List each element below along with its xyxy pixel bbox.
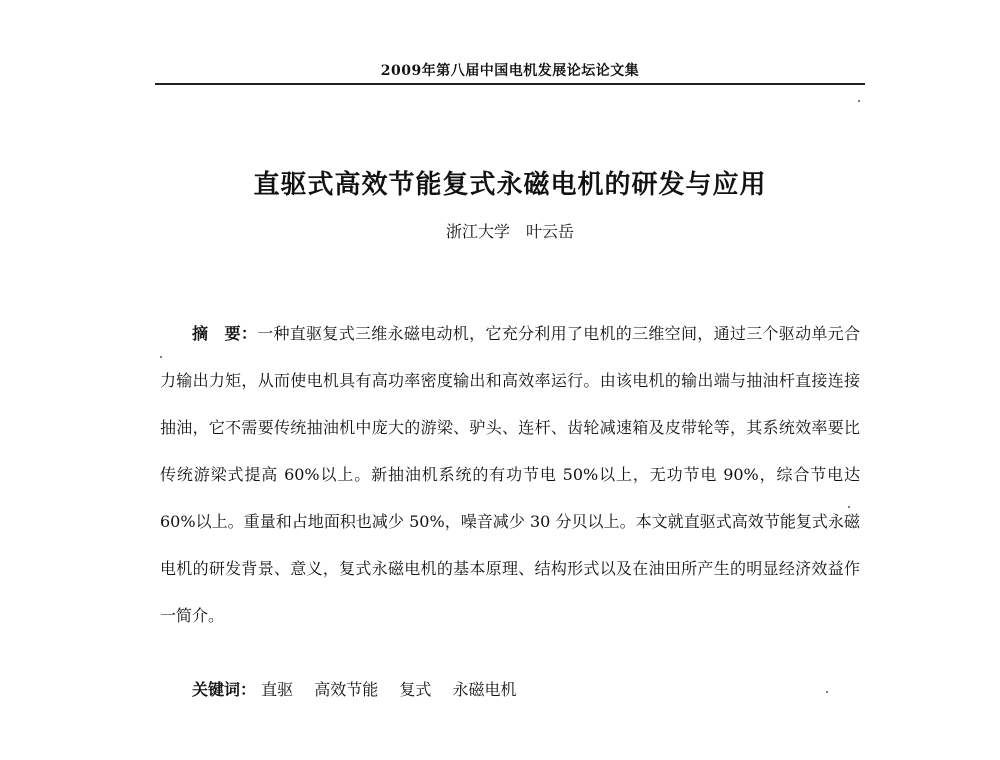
scan-speck: [826, 691, 828, 693]
keywords-label: 关键词：: [192, 680, 257, 699]
scan-speck: [858, 100, 860, 102]
abstract-paragraph: [160, 310, 860, 639]
paper-title: 直驱式高效节能复式永磁电机的研发与应用: [253, 170, 767, 200]
keywords-line: [192, 677, 532, 700]
keyword-item: 永磁电机: [452, 680, 517, 699]
running-header: 2009年第八届中国电机发展论坛论文集: [380, 63, 640, 79]
keyword-item: 直驱: [261, 680, 294, 699]
scan-speck: [160, 356, 162, 358]
abstract-text: 一种直驱复式三维永磁电动机，它充分利用了电机的三维空间，通过三个驱动单元合力输出力矩，从而使电机具有高功率密度输出和高效率运行。由该电机的输出端与抽油杆直接连接抽油，它不需要传统抽油机中庞大的游梁、驴头、连杆、齿轮减速箱及皮带轮等，其系统效率要比传统游梁式提高 60%以上。新抽油机系统的有功节电 50%以上，无功节电 90%，综合节电达 60%以上。重量和占地面积也减少 50%，噪音减少 30 分贝以上。本文就直驱式高效节能复式永磁电机的研发背景、意义，复式永磁电机的基本原理、结构形式以及在油田所产生的明显经济效益作一简介。: [160, 324, 860, 625]
header-rule: [155, 83, 865, 85]
keyword-item: 复式: [399, 680, 432, 699]
scan-speck: [848, 506, 850, 508]
keyword-item: 高效节能: [314, 680, 379, 699]
author-affiliation: 浙江大学 叶云岳: [445, 222, 574, 241]
abstract-label: 摘 要：: [192, 324, 258, 343]
